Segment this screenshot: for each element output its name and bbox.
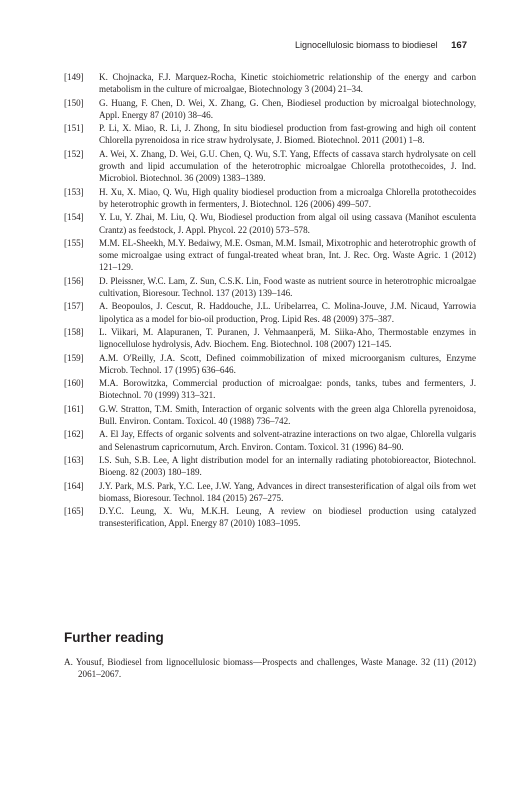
reference-number: [161] [64,403,84,414]
reference-entry [64,403,476,428]
reference-text: P. Li, X. Miao, R. Li, J. Zhong, In situ biodiesel production from fast-growing and high oil content Chlorella pyrenoidosa in rice straw hydrolysate, J. Biomed. Biotechnol. 2011 (2001) 1–8. [99,123,476,146]
further-reading-entry: A. Yousuf, Biodiesel from lignocellulosic biomass—Prospects and challenges, Waste Manage. 32 (11) (2012) 2061–2067. [64,657,476,680]
reference-text: K. Chojnacka, F.J. Marquez-Rocha, Kinetic stoichiometric relationship of the energy and carbon metabolism in the culture of microalgae, Biotechnology 3 (2004) 21–34. [99,72,476,95]
reference-number: [150] [64,97,84,108]
reference-number: [154] [64,212,84,223]
reference-number: [165] [64,506,84,517]
reference-entry [64,148,476,185]
reference-entry [64,428,476,453]
reference-entry [64,122,476,147]
reference-number: [158] [64,326,84,337]
reference-entry [64,454,476,479]
reference-number: [149] [64,72,84,82]
reference-entry [64,211,476,236]
reference-number: [164] [64,480,84,491]
reference-number: [152] [64,148,84,159]
reference-entry [64,275,476,300]
reference-number: [156] [64,275,84,286]
reference-entry [64,237,476,274]
running-title: Lignocellulosic biomass to biodiesel [295,40,438,50]
reference-entry [64,71,476,96]
reference-entry [64,352,476,377]
reference-number: [159] [64,352,84,363]
reference-text: D. Pleissner, W.C. Lam, Z. Sun, C.S.K. Lin, Food waste as nutrient source in heterotrophic microalgae cultivation, Bioresour. Technol. 137 (2013) 139–146. [99,275,476,299]
reference-number: [163] [64,454,84,465]
section-heading-further-reading: Further reading [64,630,164,645]
reference-text: G.W. Stratton, T.M. Smith, Interaction of organic solvents with the green alga Chlorella pyrenoidosa, Bull. Environ. Contam. Toxicol. 40 (1988) 736–742. [99,403,476,427]
reference-entry [64,326,476,351]
reference-entry [64,300,476,325]
reference-entry [64,505,476,530]
reference-entry [64,377,476,402]
reference-text: Y. Lu, Y. Zhai, M. Liu, Q. Wu, Biodiesel production from algal oil using cassava (Manihot esculenta Crantz) as feedstock, J. Appl. Phycol. 22 (2010) 573–578. [99,212,476,235]
reference-entry [64,97,476,122]
reference-number: [160] [64,378,84,389]
running-header [295,40,467,51]
reference-number: [151] [64,123,84,134]
page-number: 167 [451,40,467,51]
reference-text: A. Wei, X. Zhang, D. Wei, G.U. Chen, Q. Wu, S.T. Yang, Effects of cassava starch hydrolysate on cell growth and lipid accumulation of the heterotrophic microalgae Chlorella protothecoides, J. Ind. Microbiol. Biotechnol. 36 (2009) 1383–1389. [99,148,476,184]
reference-text: I.S. Suh, S.B. Lee, A light distribution model for an internally radiating photobioreactor, Biotechnol. Bioeng. 82 (2003) 180–189. [99,454,476,478]
reference-text: G. Huang, F. Chen, D. Wei, X. Zhang, G. Chen, Biodiesel production by microalgal biotechnology, Appl. Energy 87 (2010) 38–46. [99,97,476,120]
reference-number: [153] [64,186,84,197]
reference-number: [155] [64,237,84,248]
reference-text: D.Y.C. Leung, X. Wu, M.K.H. Leung, A review on biodiesel production using catalyzed transesterification, Appl. Energy 87 (2010) 1083–1095. [99,506,476,529]
reference-entry [64,186,476,211]
reference-text: M.A. Borowitzka, Commercial production of microalgae: ponds, tanks, tubes and fermenters, J. Biotechnol. 70 (1999) 313–321. [99,378,476,401]
reference-text: M.M. EL-Sheekh, M.Y. Bedaiwy, M.E. Osman, M.M. Ismail, Mixotrophic and heterotrophic growth of some microalgae using extract of fungal-treated wheat bran, Int. J. Rec. Org. Waste Agric. 1 (2012) 121–129. [99,237,476,273]
reference-text: J.Y. Park, M.S. Park, Y.C. Lee, J.W. Yang, Advances in direct transesterification of algal oils from wet biomass, Bioresour. Technol. 184 (2015) 267–275. [99,480,476,503]
reference-text: H. Xu, X. Miao, Q. Wu, High quality biodiesel production from a microalga Chlorella protothecoides by heterotrophic growth in fermenters, J. Biotechnol. 126 (2006) 499–507. [99,186,476,209]
reference-text: L. Viikari, M. Alapuranen, T. Puranen, J. Vehmaanperä, M. Siika-Aho, Thermostable enzymes in lignocellulose hydrolysis, Adv. Biochem. Eng. Biotechnol. 108 (2007) 121–145. [99,326,476,350]
reference-number: [162] [64,429,84,440]
reference-number: [157] [64,301,84,312]
reference-text: A. Beopoulos, J. Cescut, R. Haddouche, J.L. Uribelarrea, C. Molina-Jouve, J.M. Nicaud, Yarrowia lipolytica as a model for bio-oil production, Prog. Lipid Res. 48 (2009) 375–387. [99,301,476,324]
reference-list [64,71,476,531]
reference-entry [64,480,476,505]
reference-text: A. El Jay, Effects of organic solvents and solvent-atrazine interactions on two algae, Chlorella vulgaris and Selenastrum capricornutum, Arch. Environ. Contam. Toxicol. 31 (1996) 84–90. [99,429,476,452]
further-reading-list [64,656,476,681]
reference-text: A.M. O'Reilly, J.A. Scott, Defined coimmobilization of mixed microorganism cultures, Enzyme Microb. Technol. 17 (1995) 636–646. [99,352,476,375]
